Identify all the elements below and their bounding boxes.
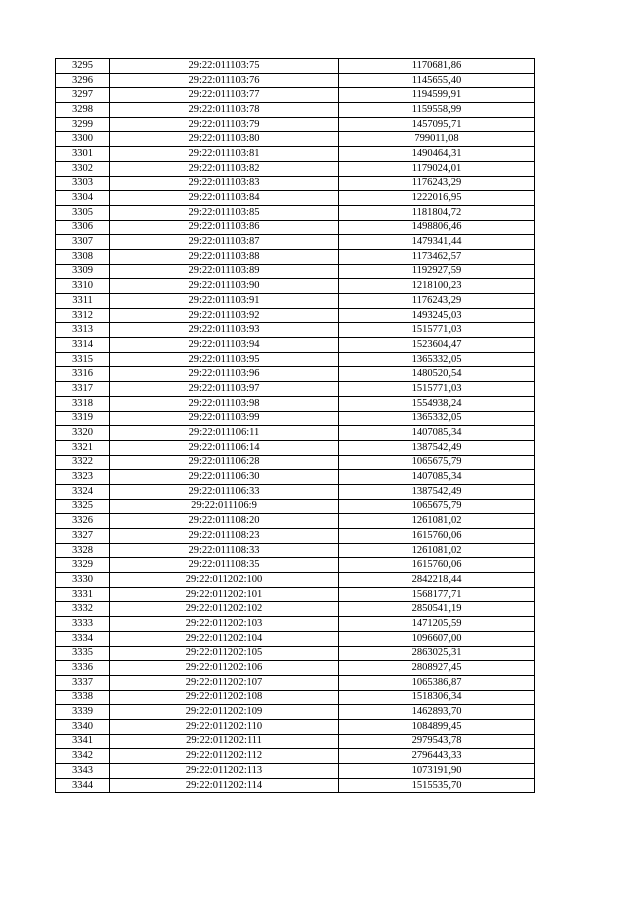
value-cell: 1222016,95 <box>339 191 535 206</box>
table-row <box>56 499 535 514</box>
row-number-cell: 3337 <box>56 675 110 690</box>
table-row <box>56 646 535 661</box>
cadastral-number-cell: 29:22:011103:78 <box>110 103 339 118</box>
cadastral-number-cell: 29:22:011103:95 <box>110 352 339 367</box>
cadastral-number-cell: 29:22:011202:114 <box>110 778 339 793</box>
value-cell: 1365332,05 <box>339 411 535 426</box>
cadastral-number-cell: 29:22:011202:109 <box>110 705 339 720</box>
row-number-cell: 3299 <box>56 117 110 132</box>
value-cell: 1261081,02 <box>339 543 535 558</box>
cadastral-number-cell: 29:22:011103:90 <box>110 279 339 294</box>
value-cell: 1490464,31 <box>339 147 535 162</box>
value-cell: 1462893,70 <box>339 705 535 720</box>
row-number-cell: 3343 <box>56 764 110 779</box>
table-row <box>56 558 535 573</box>
value-cell: 1515535,70 <box>339 778 535 793</box>
value-cell: 1615760,06 <box>339 558 535 573</box>
row-number-cell: 3342 <box>56 749 110 764</box>
cadastral-number-cell: 29:22:011108:33 <box>110 543 339 558</box>
value-cell: 1065386,87 <box>339 675 535 690</box>
cadastral-number-cell: 29:22:011103:88 <box>110 249 339 264</box>
row-number-cell: 3306 <box>56 220 110 235</box>
value-cell: 1407085,34 <box>339 426 535 441</box>
cadastral-number-cell: 29:22:011103:85 <box>110 205 339 220</box>
table-row <box>56 117 535 132</box>
cadastral-number-cell: 29:22:011202:100 <box>110 573 339 588</box>
value-cell: 1523604,47 <box>339 338 535 353</box>
value-cell: 2979543,78 <box>339 734 535 749</box>
table-row <box>56 103 535 118</box>
table-row <box>56 440 535 455</box>
table-row <box>56 514 535 529</box>
row-number-cell: 3298 <box>56 103 110 118</box>
table-row <box>56 338 535 353</box>
cadastral-number-cell: 29:22:011106:9 <box>110 499 339 514</box>
row-number-cell: 3324 <box>56 484 110 499</box>
table-row <box>56 382 535 397</box>
cadastral-number-cell: 29:22:011202:113 <box>110 764 339 779</box>
table-row <box>56 132 535 147</box>
table-row <box>56 690 535 705</box>
row-number-cell: 3331 <box>56 587 110 602</box>
cadastral-number-cell: 29:22:011202:112 <box>110 749 339 764</box>
table-row <box>56 455 535 470</box>
table-row <box>56 661 535 676</box>
table-row <box>56 220 535 235</box>
table-row <box>56 573 535 588</box>
value-cell: 1518306,34 <box>339 690 535 705</box>
cadastral-number-cell: 29:22:011202:111 <box>110 734 339 749</box>
table-row <box>56 587 535 602</box>
row-number-cell: 3329 <box>56 558 110 573</box>
cadastral-number-cell: 29:22:011103:99 <box>110 411 339 426</box>
table-row <box>56 176 535 191</box>
cadastral-number-cell: 29:22:011103:86 <box>110 220 339 235</box>
table-row <box>56 308 535 323</box>
value-cell: 1554938,24 <box>339 396 535 411</box>
value-cell: 1493245,03 <box>339 308 535 323</box>
table-row <box>56 396 535 411</box>
table-row <box>56 749 535 764</box>
value-cell: 1218100,23 <box>339 279 535 294</box>
value-cell: 1407085,34 <box>339 470 535 485</box>
row-number-cell: 3302 <box>56 161 110 176</box>
table-row <box>56 249 535 264</box>
value-cell: 1159558,99 <box>339 103 535 118</box>
value-cell: 1073191,90 <box>339 764 535 779</box>
table-row <box>56 764 535 779</box>
row-number-cell: 3307 <box>56 235 110 250</box>
row-number-cell: 3334 <box>56 631 110 646</box>
cadastral-number-cell: 29:22:011103:87 <box>110 235 339 250</box>
row-number-cell: 3340 <box>56 719 110 734</box>
table-row <box>56 631 535 646</box>
cadastral-number-cell: 29:22:011202:108 <box>110 690 339 705</box>
row-number-cell: 3327 <box>56 529 110 544</box>
table-row <box>56 205 535 220</box>
row-number-cell: 3314 <box>56 338 110 353</box>
row-number-cell: 3336 <box>56 661 110 676</box>
cadastral-number-cell: 29:22:011106:28 <box>110 455 339 470</box>
table-row <box>56 675 535 690</box>
cadastral-number-cell: 29:22:011202:107 <box>110 675 339 690</box>
row-number-cell: 3325 <box>56 499 110 514</box>
table-row <box>56 367 535 382</box>
cadastral-number-cell: 29:22:011103:96 <box>110 367 339 382</box>
cadastral-number-cell: 29:22:011103:91 <box>110 294 339 309</box>
row-number-cell: 3311 <box>56 294 110 309</box>
value-cell: 1084899,45 <box>339 719 535 734</box>
value-cell: 1173462,57 <box>339 249 535 264</box>
row-number-cell: 3297 <box>56 88 110 103</box>
cadastral-number-cell: 29:22:011202:102 <box>110 602 339 617</box>
row-number-cell: 3320 <box>56 426 110 441</box>
cadastral-number-cell: 29:22:011103:97 <box>110 382 339 397</box>
row-number-cell: 3300 <box>56 132 110 147</box>
cadastral-number-cell: 29:22:011103:76 <box>110 73 339 88</box>
value-cell: 1568177,71 <box>339 587 535 602</box>
row-number-cell: 3308 <box>56 249 110 264</box>
value-cell: 1387542,49 <box>339 484 535 499</box>
value-cell: 1479341,44 <box>339 235 535 250</box>
cadastral-number-cell: 29:22:011202:106 <box>110 661 339 676</box>
cadastral-number-cell: 29:22:011108:35 <box>110 558 339 573</box>
value-cell: 1179024,01 <box>339 161 535 176</box>
row-number-cell: 3312 <box>56 308 110 323</box>
row-number-cell: 3315 <box>56 352 110 367</box>
row-number-cell: 3328 <box>56 543 110 558</box>
value-cell: 1181804,72 <box>339 205 535 220</box>
row-number-cell: 3335 <box>56 646 110 661</box>
value-cell: 2808927,45 <box>339 661 535 676</box>
row-number-cell: 3316 <box>56 367 110 382</box>
row-number-cell: 3313 <box>56 323 110 338</box>
cadastral-number-cell: 29:22:011103:92 <box>110 308 339 323</box>
table-row <box>56 352 535 367</box>
cadastral-number-cell: 29:22:011103:81 <box>110 147 339 162</box>
cadastral-number-cell: 29:22:011202:101 <box>110 587 339 602</box>
table-row <box>56 602 535 617</box>
cadastral-number-cell: 29:22:011103:80 <box>110 132 339 147</box>
cadastral-number-cell: 29:22:011202:104 <box>110 631 339 646</box>
cadastral-number-cell: 29:22:011108:23 <box>110 529 339 544</box>
cadastral-number-cell: 29:22:011106:11 <box>110 426 339 441</box>
value-cell: 1387542,49 <box>339 440 535 455</box>
table-row <box>56 705 535 720</box>
table-row <box>56 73 535 88</box>
table-row <box>56 264 535 279</box>
row-number-cell: 3309 <box>56 264 110 279</box>
value-cell: 1194599,91 <box>339 88 535 103</box>
cadastral-number-cell: 29:22:011103:93 <box>110 323 339 338</box>
value-cell: 1471205,59 <box>339 617 535 632</box>
table-row <box>56 778 535 793</box>
value-cell: 1261081,02 <box>339 514 535 529</box>
value-cell: 2863025,31 <box>339 646 535 661</box>
table-row <box>56 617 535 632</box>
value-cell: 1065675,79 <box>339 455 535 470</box>
cadastral-number-cell: 29:22:011106:33 <box>110 484 339 499</box>
value-cell: 1457095,71 <box>339 117 535 132</box>
value-cell: 1096607,00 <box>339 631 535 646</box>
row-number-cell: 3296 <box>56 73 110 88</box>
cadastral-number-cell: 29:22:011103:89 <box>110 264 339 279</box>
cadastral-number-cell: 29:22:011103:77 <box>110 88 339 103</box>
value-cell: 2796443,33 <box>339 749 535 764</box>
row-number-cell: 3330 <box>56 573 110 588</box>
cadastral-number-cell: 29:22:011103:84 <box>110 191 339 206</box>
value-cell: 1498806,46 <box>339 220 535 235</box>
cadastral-number-cell: 29:22:011106:14 <box>110 440 339 455</box>
row-number-cell: 3310 <box>56 279 110 294</box>
value-cell: 1170681,86 <box>339 59 535 74</box>
value-cell: 1176243,29 <box>339 176 535 191</box>
table-row <box>56 734 535 749</box>
table-row <box>56 59 535 74</box>
table-row <box>56 147 535 162</box>
value-cell: 1192927,59 <box>339 264 535 279</box>
value-cell: 1365332,05 <box>339 352 535 367</box>
cadastral-number-cell: 29:22:011108:20 <box>110 514 339 529</box>
table-row <box>56 191 535 206</box>
table-row <box>56 279 535 294</box>
row-number-cell: 3318 <box>56 396 110 411</box>
cadastral-number-cell: 29:22:011202:105 <box>110 646 339 661</box>
value-cell: 1176243,29 <box>339 294 535 309</box>
table-row <box>56 529 535 544</box>
table-row <box>56 294 535 309</box>
cadastral-number-cell: 29:22:011103:83 <box>110 176 339 191</box>
cadastral-number-cell: 29:22:011202:103 <box>110 617 339 632</box>
value-cell: 1615760,06 <box>339 529 535 544</box>
row-number-cell: 3305 <box>56 205 110 220</box>
row-number-cell: 3303 <box>56 176 110 191</box>
cadastral-number-cell: 29:22:011103:79 <box>110 117 339 132</box>
row-number-cell: 3319 <box>56 411 110 426</box>
table-row <box>56 235 535 250</box>
value-cell: 2850541,19 <box>339 602 535 617</box>
cadastral-number-cell: 29:22:011103:98 <box>110 396 339 411</box>
table-row <box>56 484 535 499</box>
row-number-cell: 3339 <box>56 705 110 720</box>
table-row <box>56 426 535 441</box>
row-number-cell: 3332 <box>56 602 110 617</box>
value-cell: 1515771,03 <box>339 323 535 338</box>
row-number-cell: 3317 <box>56 382 110 397</box>
data-table <box>55 58 535 793</box>
value-cell: 1480520,54 <box>339 367 535 382</box>
cadastral-number-cell: 29:22:011103:75 <box>110 59 339 74</box>
row-number-cell: 3301 <box>56 147 110 162</box>
table-row <box>56 161 535 176</box>
row-number-cell: 3322 <box>56 455 110 470</box>
value-cell: 1145655,40 <box>339 73 535 88</box>
value-cell: 799011,08 <box>339 132 535 147</box>
table-row <box>56 470 535 485</box>
row-number-cell: 3333 <box>56 617 110 632</box>
row-number-cell: 3341 <box>56 734 110 749</box>
row-number-cell: 3323 <box>56 470 110 485</box>
row-number-cell: 3321 <box>56 440 110 455</box>
row-number-cell: 3304 <box>56 191 110 206</box>
table-row <box>56 323 535 338</box>
table-row <box>56 543 535 558</box>
table-row <box>56 411 535 426</box>
value-cell: 1515771,03 <box>339 382 535 397</box>
table-row <box>56 719 535 734</box>
row-number-cell: 3344 <box>56 778 110 793</box>
cadastral-number-cell: 29:22:011103:94 <box>110 338 339 353</box>
cadastral-number-cell: 29:22:011103:82 <box>110 161 339 176</box>
value-cell: 1065675,79 <box>339 499 535 514</box>
cadastral-number-cell: 29:22:011106:30 <box>110 470 339 485</box>
row-number-cell: 3338 <box>56 690 110 705</box>
row-number-cell: 3326 <box>56 514 110 529</box>
value-cell: 2842218,44 <box>339 573 535 588</box>
table-row <box>56 88 535 103</box>
cadastral-number-cell: 29:22:011202:110 <box>110 719 339 734</box>
row-number-cell: 3295 <box>56 59 110 74</box>
table-body <box>56 59 535 793</box>
